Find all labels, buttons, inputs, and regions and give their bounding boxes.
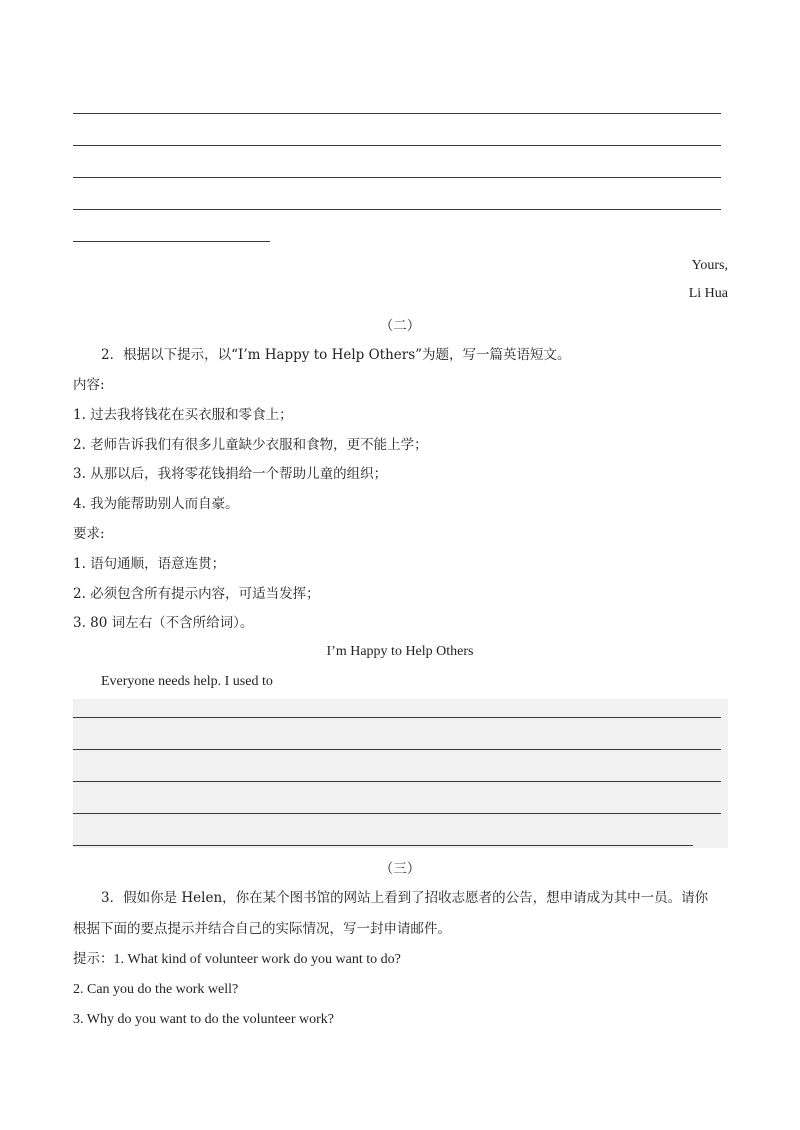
section-heading: （三） xyxy=(379,861,421,877)
answer-line xyxy=(73,177,721,178)
answer-line xyxy=(73,113,721,114)
answer-line xyxy=(73,749,721,750)
hint-prefix: 提示： xyxy=(73,951,114,967)
hint-item: 3. Why do you want to do the volunteer work? xyxy=(73,1012,335,1027)
essay-title: I’m Happy to Help Others xyxy=(326,644,474,659)
content-label: 内容: xyxy=(73,377,105,393)
hint-item: 2. Can you do the work well? xyxy=(73,982,239,997)
task-instruction: 3．假如你是 Helen，你在某个图书馆的网站上看到了招收志愿者的公告，想申请成为其中一员。请你 xyxy=(101,890,709,906)
letter-closing: Yours, xyxy=(691,258,728,273)
requirement-item: 3. 80 词左右（不含所给词）。 xyxy=(73,615,254,631)
hint-line xyxy=(73,950,401,969)
section-heading: （二） xyxy=(379,318,421,334)
task-instruction: 2．根据以下提示，以“I’m Happy to Help Others”为题，写一篇英语短文。 xyxy=(101,347,571,363)
task-instruction-cont: 根据下面的要点提示并结合自己的实际情况，写一封申请邮件。 xyxy=(73,921,451,937)
hint-item: 1. What kind of volunteer work do you want to do? xyxy=(113,952,401,967)
requirement-item: 2. 必须包含所有提示内容，可适当发挥； xyxy=(73,586,320,602)
letter-signature: Li Hua xyxy=(688,286,728,301)
content-item: 3. 从那以后，我将零花钱捐给一个帮助儿童的组织； xyxy=(73,466,388,482)
answer-line xyxy=(73,241,270,242)
content-item: 2. 老师告诉我们有很多儿童缺少衣服和食物，更不能上学； xyxy=(73,437,428,453)
answer-line xyxy=(73,209,721,210)
answer-line xyxy=(73,717,721,718)
writing-area xyxy=(73,699,728,848)
requirement-item: 1. 语句通顺，语意连贯； xyxy=(73,556,226,572)
content-item: 1. 过去我将钱花在买衣服和零食上； xyxy=(73,407,293,423)
answer-line xyxy=(73,781,721,782)
answer-line xyxy=(73,813,721,814)
answer-line xyxy=(73,145,721,146)
essay-opening: Everyone needs help. I used to xyxy=(101,674,273,689)
content-item: 4. 我为能帮助别人而自豪。 xyxy=(73,496,239,512)
answer-line xyxy=(73,845,693,846)
requirements-label: 要求: xyxy=(73,526,105,542)
